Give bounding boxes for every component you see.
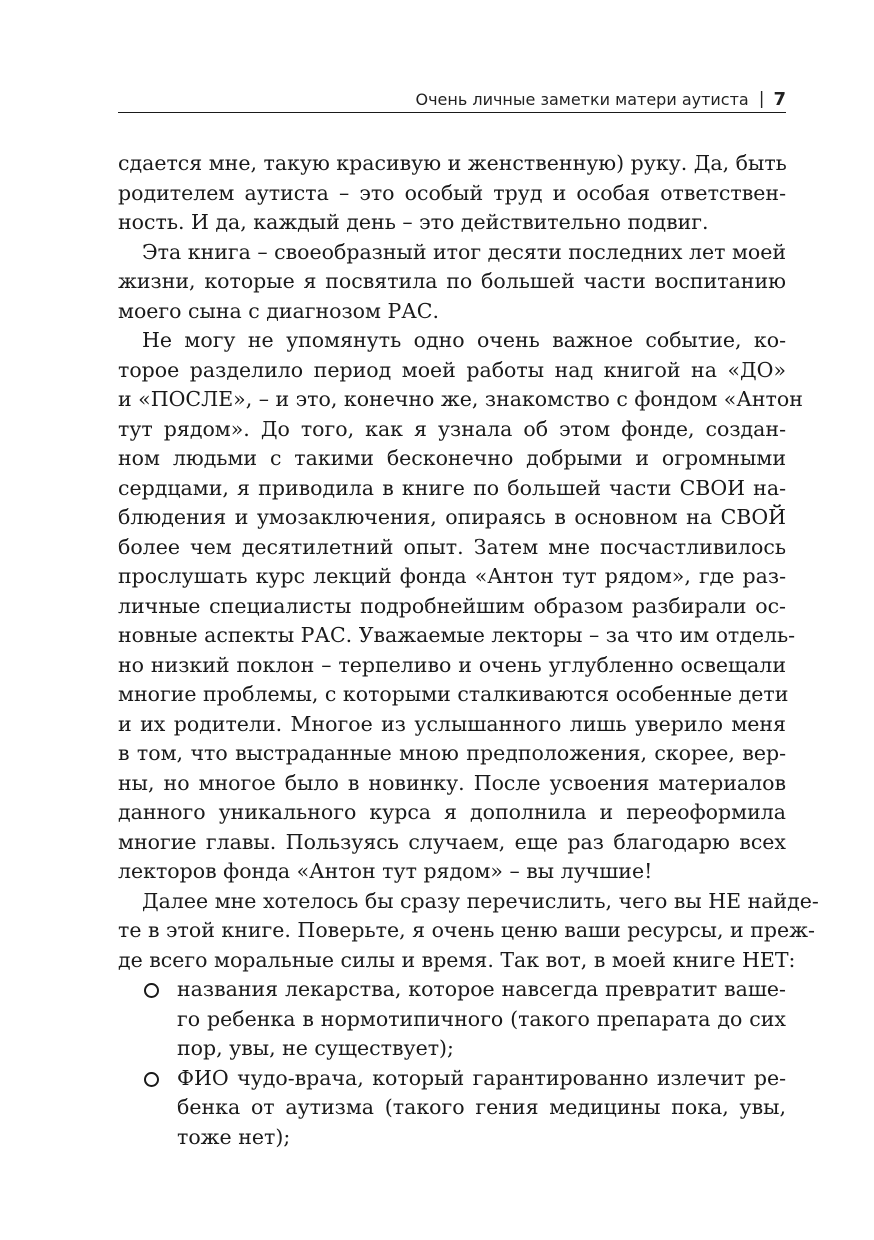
text-line: многие проблемы, с которыми сталкиваются особенные дети	[118, 682, 789, 706]
text-line: торое разделило период моей работы над книгой на «ДО»	[118, 357, 786, 382]
text-line: и их родители. Многое из услышанного лишь уверило меня	[118, 711, 786, 736]
text-line: но низкий поклон – терпеливо и очень углубленно освещали	[118, 652, 786, 677]
text-line: более чем десятилетний опыт. Затем мне посчастливилось	[118, 534, 786, 559]
text-line: Эта книга – своеобразный итог десяти последних лет моей	[142, 239, 787, 264]
text-line: и «ПОСЛЕ», – и это, конечно же, знакомство с фондом «Антон	[118, 387, 803, 411]
text-line: ны, но многое было в новинку. После усвоения материалов	[118, 770, 786, 795]
text-line: сдается мне, такую красивую и женственную) руку. Да, быть	[118, 151, 787, 175]
text-line: сердцами, я приводила в книге по большей части СВОИ на-	[118, 475, 786, 500]
text-line: те в этой книге. Поверьте, я очень ценю ваши ресурсы, и преж-	[118, 918, 815, 942]
text-line: ность. И да, каждый день – это действительно подвиг.	[118, 210, 709, 234]
text-line: новные аспекты РАС. Уважаемые лекторы – за что им отдель-	[118, 623, 796, 647]
circle-bullet-icon	[144, 1072, 159, 1087]
text-line: блюдения и умозаключения, опираясь в основном на СВОЙ	[118, 505, 786, 529]
paragraph-4	[118, 887, 819, 976]
paragraph-1	[118, 149, 786, 238]
running-header	[118, 84, 786, 114]
text-line: личные специалисты подробнейшим образом разбирали ос-	[118, 593, 786, 618]
text-line: пор, увы, не существует);	[177, 1036, 454, 1060]
text-line: ФИО чудо-врача, который гарантированно излечит ре-	[177, 1065, 786, 1090]
header-rule	[118, 112, 786, 113]
paragraph-3	[118, 326, 803, 887]
paragraph-2	[118, 238, 786, 327]
page-number: 7	[773, 88, 786, 110]
text-line: многие главы. Пользуясь случаем, еще раз благодарю всех	[118, 829, 786, 854]
bullet-item-2	[118, 1064, 786, 1153]
text-line: жизни, которые я посвятила по большей части воспитанию	[118, 269, 786, 293]
circle-bullet-icon	[144, 983, 159, 998]
text-line: де всего моральные силы и время. Так вот, в моей книге НЕТ:	[118, 947, 796, 972]
text-line: го ребенка в нормотипичного (такого препарата до сих	[177, 1006, 786, 1031]
text-line: Не могу не упомянуть одно очень важное событие, ко-	[142, 328, 786, 352]
text-line: названия лекарства, которое навсегда превратит ваше-	[177, 977, 786, 1001]
text-line: Далее мне хотелось бы сразу перечислить, чего вы НЕ найде-	[142, 888, 819, 913]
body-text	[118, 149, 819, 1152]
bullet-item-1	[118, 975, 786, 1064]
text-line: в том, что выстраданные мною предположения, скорее, вер-	[118, 741, 786, 765]
text-line: тоже нет);	[177, 1124, 291, 1149]
text-line: лекторов фонда «Антон тут рядом» – вы лучшие!	[118, 859, 653, 883]
text-line: родителем аутиста – это особый труд и особая ответствен-	[118, 180, 786, 205]
text-line: тут рядом». До того, как я узнала об этом фонде, создан-	[118, 416, 786, 441]
text-line: прослушать курс лекций фонда «Антон тут рядом», где раз-	[118, 564, 786, 588]
header-separator: |	[758, 89, 765, 109]
text-line: моего сына с диагнозом РАС.	[118, 298, 439, 323]
text-line: данного уникального курса я дополнила и переоформила	[118, 800, 786, 824]
text-line: бенка от аутизма (такого гения медицины пока, увы,	[177, 1095, 786, 1119]
text-line: ном людьми с такими бесконечно добрыми и огромными	[118, 446, 786, 470]
running-title: Очень личные заметки матери аутиста	[415, 89, 749, 109]
